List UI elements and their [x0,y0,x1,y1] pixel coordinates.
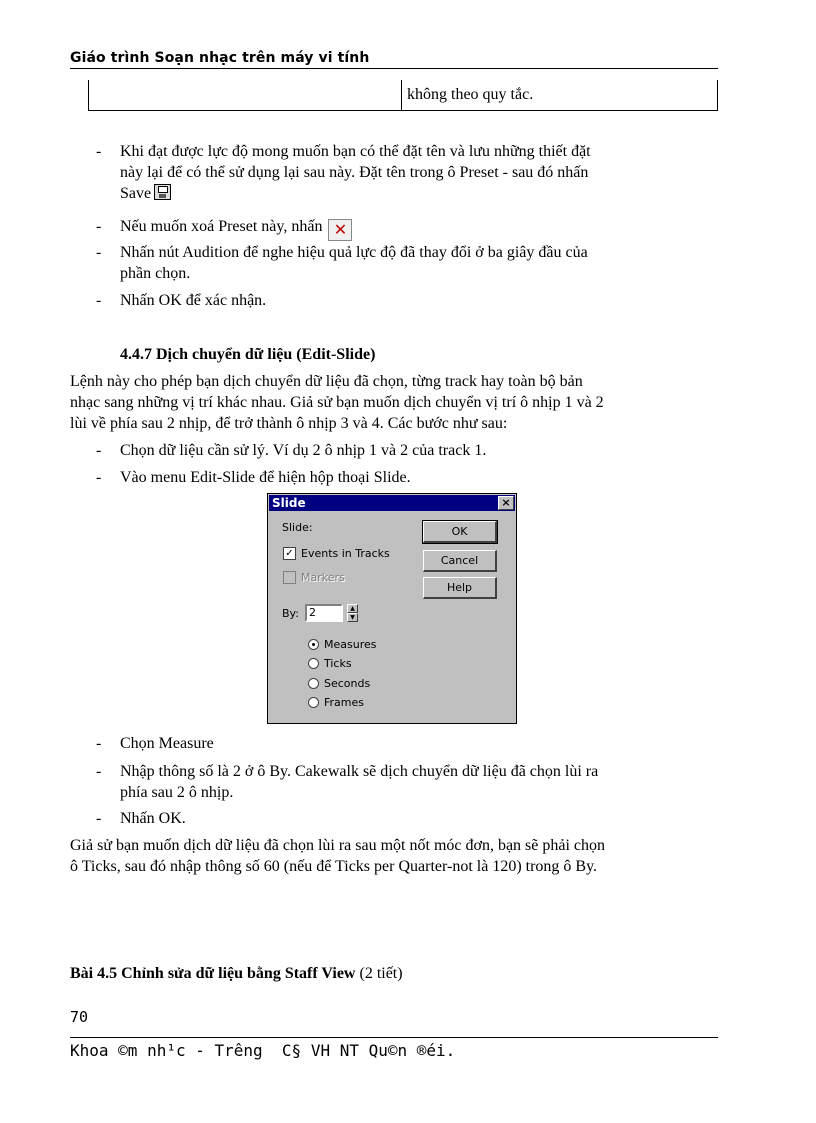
spin-down-icon[interactable]: ▼ [347,613,358,622]
list-item-line: này lại để có thể sử dụng lại sau này. Đặt tên trong ô Preset - sau đó nhấn [120,164,589,181]
dialog-title: Slide [269,495,515,511]
section-heading: 4.4.7 Dịch chuyển dữ liệu (Edit-Slide) [120,346,376,363]
radio-label: Seconds [324,677,371,690]
slide-label: Slide: [282,521,313,534]
markers-label: Markers [301,571,345,584]
paragraph-line: Giả sử bạn muốn dịch dữ liệu đã chọn lùi ra sau một nốt móc đơn, bạn sẽ phải chọn [70,837,606,854]
markers-checkbox[interactable] [283,571,296,584]
list-item: Nhấn nút Audition để nghe hiệu quả lực độ đã thay đổi ở ba giây đầu của [120,244,588,261]
paragraph-line: nhạc sang những vị trí khác nhau. Giả sử bạn muốn dịch chuyển vị trí ô nhịp 1 và 2 [70,394,604,411]
radio-frames[interactable] [308,697,319,708]
paragraph-line: Lệnh này cho phép bạn dịch chuyển dữ liệu đã chọn, từng track hay toàn bộ bản [70,373,583,390]
list-item: Nhập thông số là 2 ở ô By. Cakewalk sẽ dịch chuyển dữ liệu đã chọn lùi ra [120,763,599,780]
running-footer: Khoa ©m nh¹c - Trêng C§ VH NT Qu©n ®éi. [70,1041,456,1060]
ok-button[interactable]: OK [423,521,497,543]
spin-up-icon[interactable]: ▲ [347,604,358,613]
paragraph-line: ô Ticks, sau đó nhập thông số 60 (nếu để Ticks per Quarter-not là 120) trong ô By. [70,858,598,875]
running-header: Giáo trình Soạn nhạc trên máy vi tính [70,50,370,66]
lesson-heading: Bài 4.5 Chỉnh sửa dữ liệu bằng Staff View (2 tiết) [70,965,403,982]
cancel-button[interactable]: Cancel [423,550,497,572]
document-page: Giáo trình Soạn nhạc trên máy vi tính không theo quy tắc. - Khi đạt được lực độ mong muốn bạn có thể đặt tên và lưu những thiết đặt này lại để có thể sử dụng lại sau này. Đặt tên trong ô Preset - sau đó nhấn Save - Nếu muốn xoá Preset này, nhấn ✕ - Nhấn nút Audition để nghe hiệu quả lực độ đã thay đổi ở ba giây đầu của phần chọn. - Nhấn OK để xác nhận. 4.4.7 Dịch chuyển dữ liệu (Edit-Slide) Lệnh này cho phép bạn dịch chuyển dữ liệu đã chọn, từng track hay toàn bộ bản nhạc sang những vị trí khác nhau. Giả sử bạn muốn dịch chuyển vị trí ô nhịp 1 và 2 lùi về phía sau 2 nhịp, để trở thành ô nhịp 3 và 4. Các bước như sau: - Chọn dữ liệu cần sử lý. Ví dụ 2 ô nhịp 1 và 2 của track 1. - Vào menu Edit-Slide để hiện hộp thoại Slide. Slide × Slide: ✓ Events in Tracks Markers By: 2 ▲ ▼ Measures Ticks Seconds Frames OK Cancel Help - Chọn Measure - Nhập thông số là 2 ở ô By. Cakewalk sẽ dịch chuyển dữ liệu đã chọn lùi ra phía sau 2 ô nhịp. - Nhấn OK. Giả sử bạn muốn dịch dữ liệu đã chọn lùi ra sau một nốt móc đơn, bạn sẽ phải chọn ô Ticks, sau đó nhập thông số 60 (nếu để Ticks per Quarter-not là 120) trong ô By. Bài 4.5 Chỉnh sửa dữ liệu bằng Staff View (2 tiết) 70 Khoa ©m nh¹c - Trêng C§ VH NT Qu©n ®éi. [0,0,816,1123]
list-item: Chọn Measure [120,735,214,752]
list-item: Chọn dữ liệu cần sử lý. Ví dụ 2 ô nhịp 1 và 2 của track 1. [120,442,487,459]
footer-rule [70,1037,718,1038]
save-icon [154,184,171,200]
close-icon[interactable]: × [498,496,514,510]
paragraph-line: lùi về phía sau 2 nhịp, để trở thành ô nhịp 3 và 4. Các bước như sau: [70,415,508,432]
by-label: By: [282,607,299,620]
list-item-line: phần chọn. [120,265,191,282]
list-item: Nhấn OK. [120,810,186,827]
page-number: 70 [70,1008,89,1026]
radio-ticks[interactable] [308,658,319,669]
events-checkbox[interactable]: ✓ [283,547,296,560]
by-input[interactable]: 2 [305,604,343,622]
slide-dialog [267,493,517,724]
list-item: Nếu muốn xoá Preset này, nhấn [120,218,323,235]
list-item-line: Save [120,185,152,202]
list-item: Vào menu Edit-Slide để hiện hộp thoại Slide. [120,469,411,486]
delete-icon: ✕ [328,219,352,241]
header-rule [70,68,718,69]
list-item: Khi đạt được lực độ mong muốn bạn có thể đặt tên và lưu những thiết đặt [120,143,591,160]
radio-label: Frames [324,696,365,709]
radio-measures[interactable] [308,639,319,650]
radio-seconds[interactable] [308,678,319,689]
radio-label: Ticks [324,657,352,670]
table-cell-text: không theo quy tắc. [407,86,534,103]
radio-label: Measures [324,638,377,651]
list-item: Nhấn OK để xác nhận. [120,292,267,309]
help-button[interactable]: Help [423,577,497,599]
list-item-line: phía sau 2 ô nhịp. [120,784,234,801]
events-label: Events in Tracks [301,547,390,560]
